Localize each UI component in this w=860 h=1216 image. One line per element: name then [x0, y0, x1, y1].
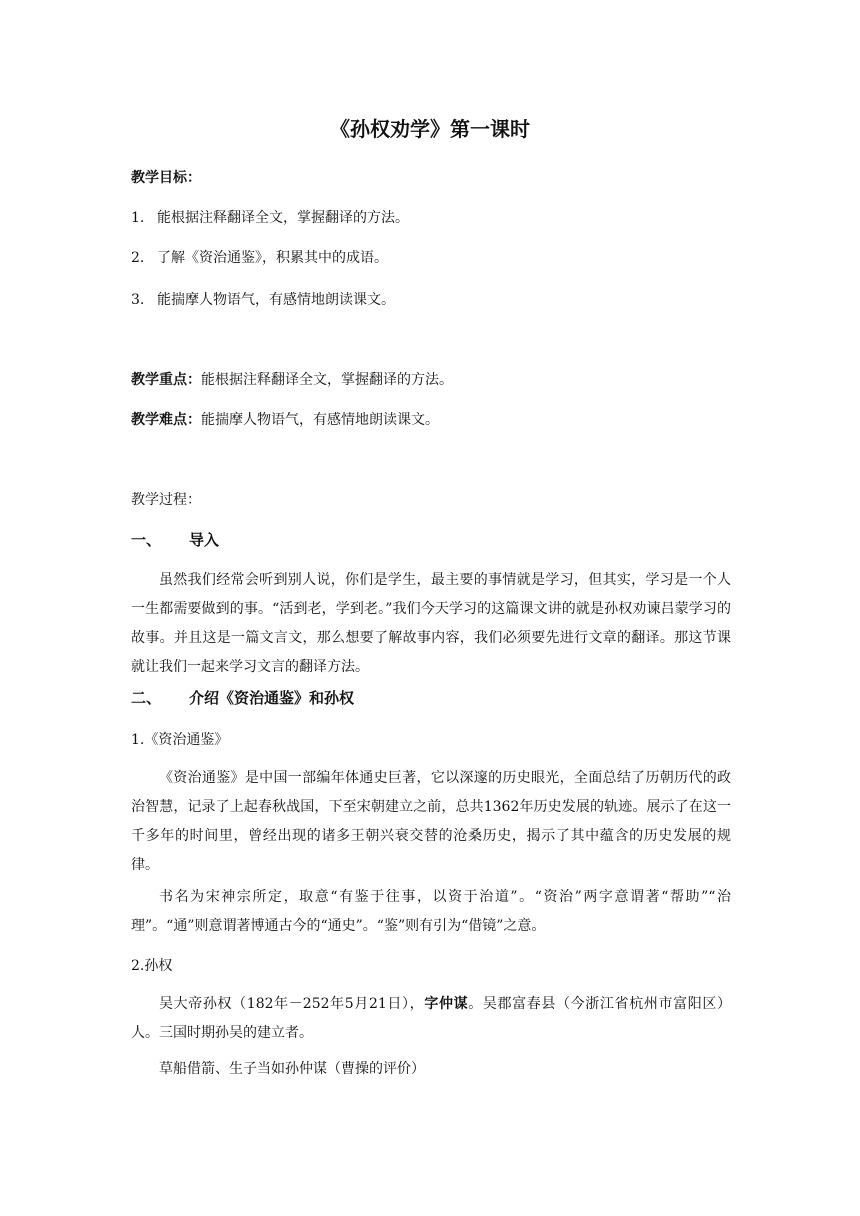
subheading-zizhitongjian: 1.《资治通鉴》: [131, 732, 229, 748]
sunquan-text-end: 。吴郡富春县（今浙江省杭州市富阳区）人。三国时期孙吴的建立者。: [131, 996, 731, 1041]
difficulty-label: 教学难点：: [131, 412, 201, 428]
section-number: 二、: [131, 689, 162, 707]
goal-item-1: [131, 208, 731, 228]
sunquan-idioms-paragraph: 草船借箭、生子当如孙仲谋（曹操的评价）: [159, 1061, 425, 1077]
intro-paragraph: 虽然我们经常会听到别人说，你们是学生，最主要的事情就是学习，但其实，学习是一个人一生都需要做到的事。“活到老，学到老。”我们今天学习的这篇课文讲的就是孙权劝谏吕蒙学习的故事。并且这是一篇文言文，那么想要了解故事内容，我们必须要先进行文章的翻译。那这节课就让我们一起来学习文言的翻译方法。: [131, 572, 731, 675]
key-point: [131, 370, 731, 390]
goal-number: 2.: [131, 250, 145, 266]
goal-item-3: [131, 290, 731, 310]
sunquan-courtesy-name: 字仲谋: [424, 996, 469, 1012]
page-title: 《孙权劝学》第一课时: [330, 117, 530, 141]
sunquan-text-start: 吴大帝孙权（182年－252年5月21日），: [159, 996, 425, 1012]
goal-item-2: [131, 248, 731, 268]
goal-number: 1.: [131, 210, 145, 226]
goal-text: 能根据注释翻译全文，掌握翻译的方法。: [157, 210, 409, 226]
key-point-label: 教学重点：: [131, 372, 201, 388]
goal-number: 3.: [131, 292, 145, 308]
process-heading: 教学过程：: [131, 492, 201, 508]
section-title: 导入: [189, 531, 220, 549]
goal-text: 了解《资治通鉴》，积累其中的成语。: [157, 250, 388, 266]
book-name-paragraph: 书名为宋神宗所定，取意“有鉴于往事，以资于治道”。“资治”两字意谓著“帮助”“治理”。“通”则意谓著博通古今的“通史”。“鉴”则有引为“借镜”之意。: [131, 889, 731, 934]
section-title: 介绍《资治通鉴》和孙权: [189, 689, 355, 707]
difficulty-text: 能揣摩人物语气，有感情地朗读课文。: [201, 412, 439, 428]
section-heading-background: [131, 688, 731, 708]
key-point-text: 能根据注释翻译全文，掌握翻译的方法。: [201, 372, 453, 388]
subheading-sunquan: 2.孙权: [131, 958, 173, 974]
section-heading-intro: [131, 530, 731, 550]
goal-text: 能揣摩人物语气，有感情地朗读课文。: [157, 292, 395, 308]
sunquan-paragraph: [131, 990, 731, 1048]
zizhitongjian-paragraph: 《资治通鉴》是中国一部编年体通史巨著，它以深邃的历史眼光，全面总结了历朝历代的政治智慧，记录了上起春秋战国，下至宋朝建立之前，总共1362年历史发展的轨迹。展示了在这一千多年的时间里，曾经出现的诸多王朝兴衰交替的沧桑历史，揭示了其中蕴含的历史发展的规律。: [131, 770, 731, 873]
difficulty-point: [131, 410, 731, 430]
goals-heading: 教学目标：: [131, 170, 201, 186]
section-number: 一、: [131, 531, 162, 549]
